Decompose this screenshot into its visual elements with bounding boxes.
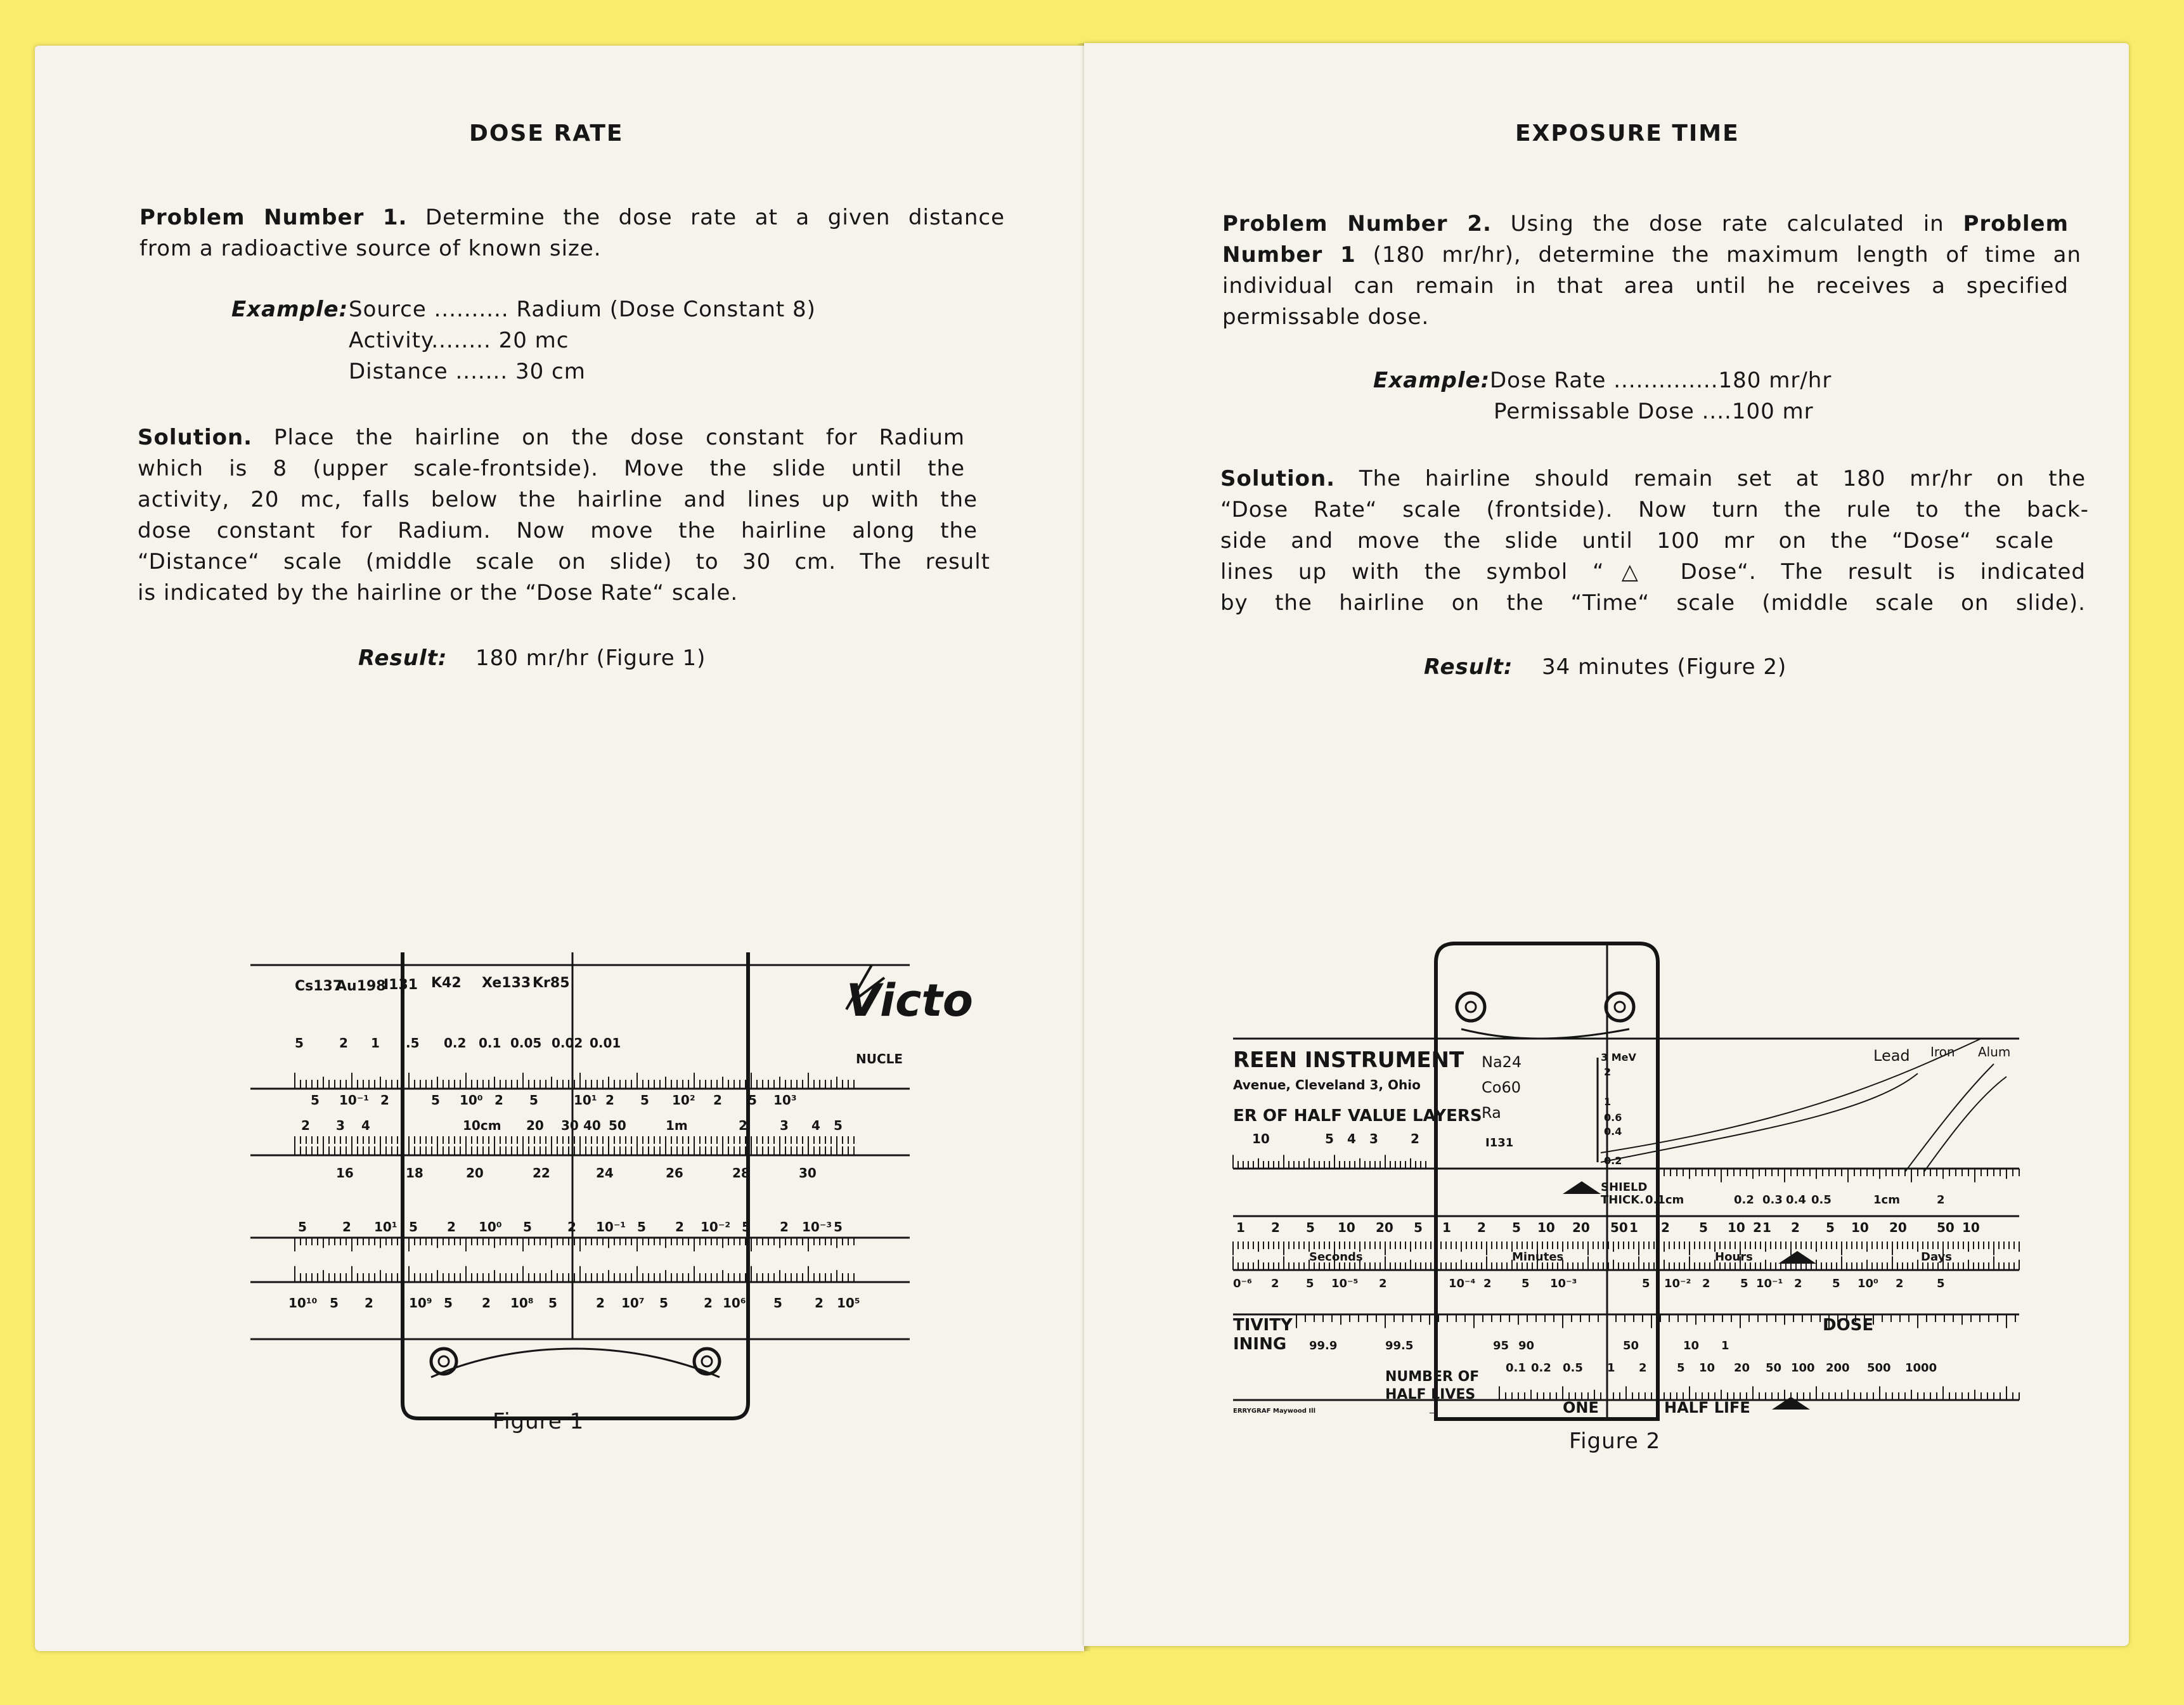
solution-line: “Dose Rate“ scale (frontside). Now turn the rule to the back- [1220, 497, 2089, 522]
svg-text:5: 5 [1826, 1220, 1835, 1235]
svg-text:1: 1 [371, 1035, 380, 1051]
svg-text:5: 5 [1512, 1220, 1521, 1235]
svg-text:0.6: 0.6 [1604, 1112, 1622, 1124]
svg-text:5: 5 [834, 1118, 843, 1133]
example-row: Distance ....... 30 cm [349, 359, 586, 384]
solution-line: lines up with the symbol “△ Dose“. The result is indicated [1220, 559, 2086, 585]
solution-line: which is 8 (upper scale-frontside). Move the slide until the [138, 456, 965, 481]
svg-text:ONE: ONE [1563, 1399, 1599, 1417]
svg-text:0.2: 0.2 [1604, 1155, 1622, 1167]
svg-text:5: 5 [444, 1295, 453, 1311]
svg-text:5: 5 [1937, 1277, 1945, 1290]
result-label: Result: [1424, 654, 1513, 680]
svg-text:10³: 10³ [773, 1092, 797, 1108]
svg-text:2: 2 [1791, 1220, 1800, 1235]
svg-text:4: 4 [361, 1118, 370, 1133]
brand-subtitle: NUCLE [856, 1051, 903, 1066]
problem-text-line2: Number 1 (180 mr/hr), determine the maximum length of time an [1222, 242, 2081, 268]
example-row: Source .......... Radium (Dose Constant 8) [349, 297, 816, 322]
svg-text:.5: .5 [406, 1035, 420, 1051]
svg-text:2: 2 [1753, 1220, 1762, 1235]
company-name: REEN INSTRUMENT [1233, 1047, 1464, 1073]
svg-text:10⁰: 10⁰ [1858, 1277, 1878, 1290]
svg-text:0.5: 0.5 [1563, 1361, 1583, 1375]
svg-text:2: 2 [447, 1219, 456, 1235]
svg-text:4: 4 [811, 1118, 820, 1133]
svg-text:10: 10 [1537, 1220, 1555, 1235]
svg-text:50: 50 [609, 1118, 626, 1133]
svg-text:2: 2 [1661, 1220, 1670, 1235]
svg-text:50: 50 [1937, 1220, 1955, 1235]
svg-text:16: 16 [336, 1165, 354, 1181]
svg-text:5: 5 [1677, 1361, 1685, 1375]
svg-text:2: 2 [1379, 1277, 1387, 1290]
svg-text:5: 5 [748, 1092, 757, 1108]
svg-text:HALF LIVES: HALF LIVES [1385, 1387, 1476, 1403]
svg-text:2: 2 [482, 1295, 491, 1311]
page-title: DOSE RATE [469, 120, 624, 146]
svg-text:0.4: 0.4 [1604, 1125, 1622, 1138]
svg-text:2: 2 [1483, 1277, 1492, 1290]
svg-text:5: 5 [298, 1219, 307, 1235]
svg-text:10⁻²: 10⁻² [701, 1219, 731, 1235]
example-row: Permissable Dose ....100 mr [1494, 399, 1814, 424]
svg-text:1: 1 [1721, 1339, 1729, 1352]
svg-text:50: 50 [1623, 1339, 1639, 1352]
svg-text:5: 5 [742, 1219, 751, 1235]
svg-text:10: 10 [1683, 1339, 1700, 1352]
svg-text:10⁻³: 10⁻³ [1550, 1277, 1577, 1290]
svg-text:1: 1 [1629, 1220, 1638, 1235]
problem-text-line3: individual can remain in that area until he receives a specified [1222, 273, 2069, 299]
problem-heading: Problem Number 2. [1222, 211, 1492, 237]
svg-text:1m: 1m [666, 1118, 688, 1133]
svg-text:10⁷: 10⁷ [621, 1295, 645, 1311]
isotope-label: Cs137 [295, 978, 343, 994]
svg-text:10: 10 [1338, 1220, 1355, 1235]
svg-text:ERRYGRAF Maywood Ill: ERRYGRAF Maywood Ill [1233, 1408, 1315, 1415]
svg-text:10²: 10² [672, 1092, 695, 1108]
svg-text:5: 5 [1832, 1277, 1840, 1290]
svg-text:INING: INING [1233, 1335, 1287, 1354]
svg-text:100: 100 [1791, 1361, 1815, 1375]
svg-text:10¹: 10¹ [574, 1092, 597, 1108]
svg-text:5: 5 [548, 1295, 557, 1311]
svg-text:5: 5 [1306, 1220, 1315, 1235]
svg-text:0.1: 0.1 [1506, 1361, 1526, 1375]
isotope-label: Xe133 [482, 975, 531, 991]
svg-text:TIVITY: TIVITY [1233, 1316, 1293, 1335]
svg-text:0.2: 0.2 [444, 1035, 467, 1051]
svg-text:95: 95 [1493, 1339, 1509, 1352]
svg-text:5: 5 [1642, 1277, 1650, 1290]
svg-text:10⁰: 10⁰ [479, 1219, 502, 1235]
problem-text: Determine the dose rate at a given distance [425, 205, 1005, 230]
isotope-label: K42 [431, 975, 462, 991]
svg-text:10: 10 [1699, 1361, 1716, 1375]
svg-text:20: 20 [1376, 1220, 1393, 1235]
svg-text:4: 4 [1347, 1131, 1356, 1146]
svg-text:40: 40 [583, 1118, 601, 1133]
svg-text:99.5: 99.5 [1385, 1339, 1414, 1352]
brand-logo: Victo [846, 975, 973, 1027]
problem-paragraph [139, 202, 1005, 233]
svg-text:20: 20 [526, 1118, 544, 1133]
svg-text:3: 3 [336, 1118, 345, 1133]
svg-text:10⁻¹: 10⁻¹ [1756, 1277, 1783, 1290]
svg-text:Iron: Iron [1930, 1044, 1955, 1060]
isotope-label: Au198 [336, 978, 386, 994]
svg-text:2: 2 [1896, 1277, 1904, 1290]
svg-text:5: 5 [1306, 1277, 1314, 1290]
svg-text:2: 2 [494, 1092, 503, 1108]
result-label: Result: [358, 645, 448, 671]
svg-text:DOSE: DOSE [1823, 1316, 1874, 1335]
svg-text:0.05: 0.05 [510, 1035, 542, 1051]
svg-text:I131: I131 [1485, 1136, 1514, 1150]
svg-text:5: 5 [529, 1092, 538, 1108]
svg-text:20: 20 [1572, 1220, 1590, 1235]
svg-text:10¹: 10¹ [374, 1219, 397, 1235]
svg-text:2: 2 [1639, 1361, 1647, 1375]
svg-text:1000: 1000 [1905, 1361, 1937, 1375]
svg-text:5: 5 [1740, 1277, 1748, 1290]
svg-text:5: 5 [311, 1092, 320, 1108]
svg-text:Lead: Lead [1873, 1047, 1910, 1065]
svg-text:10: 10 [1728, 1220, 1745, 1235]
svg-text:10⁻⁴: 10⁻⁴ [1449, 1277, 1476, 1290]
problem-text-line4: permissable dose. [1222, 304, 1430, 330]
svg-text:5: 5 [640, 1092, 649, 1108]
svg-text:10cm: 10cm [463, 1118, 501, 1133]
svg-text:10⁶: 10⁶ [723, 1295, 746, 1311]
svg-text:Days: Days [1921, 1250, 1952, 1264]
isotope-label: I131 [384, 977, 418, 993]
svg-text:2: 2 [567, 1219, 576, 1235]
svg-text:1: 1 [1762, 1220, 1771, 1235]
problem-heading: Problem Number 1. [139, 205, 408, 230]
isotope-label: Kr85 [533, 975, 570, 991]
svg-text:10: 10 [1851, 1220, 1869, 1235]
svg-text:10⁻³: 10⁻³ [802, 1219, 832, 1235]
svg-text:Hours: Hours [1715, 1250, 1753, 1264]
svg-text:2: 2 [605, 1092, 614, 1108]
svg-text:5: 5 [1325, 1131, 1334, 1146]
svg-text:2: 2 [713, 1092, 722, 1108]
svg-text:28: 28 [732, 1165, 750, 1181]
svg-text:1: 1 [1442, 1220, 1451, 1235]
svg-text:5: 5 [1699, 1220, 1708, 1235]
svg-text:0⁻⁶: 0⁻⁶ [1233, 1277, 1252, 1290]
svg-text:1cm: 1cm [1873, 1193, 1900, 1207]
right-page [1084, 43, 2129, 1646]
svg-text:50: 50 [1766, 1361, 1782, 1375]
svg-text:2: 2 [596, 1295, 605, 1311]
svg-text:24: 24 [596, 1165, 614, 1181]
svg-text:3: 3 [1369, 1131, 1378, 1146]
svg-text:5: 5 [637, 1219, 646, 1235]
svg-text:10¹⁰: 10¹⁰ [288, 1295, 318, 1311]
svg-text:10⁸: 10⁸ [510, 1295, 534, 1311]
svg-text:99.9: 99.9 [1309, 1339, 1338, 1352]
svg-text:50: 50 [1610, 1220, 1628, 1235]
svg-text:0.2: 0.2 [1734, 1193, 1754, 1207]
svg-text:0.1cm: 0.1cm [1645, 1193, 1684, 1207]
example-label: Example: [231, 297, 349, 322]
svg-text:10⁻²: 10⁻² [1664, 1277, 1691, 1290]
svg-text:Alum: Alum [1978, 1044, 2011, 1060]
svg-text:10⁵: 10⁵ [837, 1295, 860, 1311]
hvl-scale-title: ER OF HALF VALUE LAYERS [1233, 1106, 1482, 1125]
svg-text:5: 5 [773, 1295, 782, 1311]
solution-line: side and move the slide until 100 mr on the “Dose“ scale [1220, 528, 2054, 554]
svg-text:HALF LIFE: HALF LIFE [1664, 1399, 1750, 1417]
svg-text:1: 1 [1236, 1220, 1245, 1235]
solution-line: by the hairline on the “Time“ scale (middle scale on slide). [1220, 590, 2086, 616]
svg-text:2: 2 [815, 1295, 824, 1311]
svg-text:SHIELD: SHIELD [1601, 1181, 1648, 1194]
svg-text:2: 2 [380, 1092, 389, 1108]
figure-2-slide-rule [1233, 912, 2019, 1444]
svg-text:22: 22 [533, 1165, 550, 1181]
solution-line: is indicated by the hairline or the “Dose Rate“ scale. [138, 580, 739, 606]
svg-text:5: 5 [1522, 1277, 1530, 1290]
solution-line: Solution. The hairline should remain set at 180 mr/hr on the [1220, 466, 2086, 491]
example-row: Activity........ 20 mc [349, 328, 569, 353]
problem-text-line2: from a radioactive source of known size. [139, 236, 602, 261]
result-value: 180 mr/hr (Figure 1) [475, 645, 706, 671]
svg-text:2: 2 [704, 1295, 713, 1311]
svg-text:2: 2 [739, 1118, 747, 1133]
svg-text:2: 2 [339, 1035, 348, 1051]
svg-text:30: 30 [561, 1118, 579, 1133]
svg-text:500: 500 [1867, 1361, 1891, 1375]
svg-text:0.5: 0.5 [1811, 1193, 1832, 1207]
svg-text:Na24: Na24 [1482, 1053, 1522, 1071]
svg-text:10⁰: 10⁰ [460, 1092, 483, 1108]
svg-text:2: 2 [365, 1295, 373, 1311]
svg-text:0.1: 0.1 [479, 1035, 501, 1051]
svg-text:10⁻¹: 10⁻¹ [596, 1219, 626, 1235]
svg-text:5: 5 [659, 1295, 668, 1311]
svg-text:2: 2 [1411, 1131, 1419, 1146]
svg-text:0.01: 0.01 [590, 1035, 621, 1051]
figure-caption: Figure 2 [1569, 1429, 1661, 1454]
svg-text:5: 5 [1414, 1220, 1423, 1235]
figure-caption: Figure 1 [493, 1409, 585, 1434]
svg-text:Ra: Ra [1482, 1104, 1501, 1122]
svg-text:0.3: 0.3 [1762, 1193, 1783, 1207]
figure-1-slide-rule [250, 895, 973, 1422]
company-address: Avenue, Cleveland 3, Ohio [1233, 1077, 1421, 1092]
svg-text:NUMBER OF: NUMBER OF [1385, 1369, 1480, 1385]
svg-text:2: 2 [780, 1219, 789, 1235]
svg-text:2: 2 [1604, 1066, 1612, 1078]
svg-text:90: 90 [1518, 1339, 1535, 1352]
svg-text:2: 2 [1477, 1220, 1486, 1235]
svg-text:2: 2 [1794, 1277, 1802, 1290]
svg-text:18: 18 [406, 1165, 423, 1181]
solution-heading: Solution. [138, 425, 253, 450]
svg-text:2: 2 [1702, 1277, 1710, 1290]
svg-text:5: 5 [295, 1035, 304, 1051]
result-value: 34 minutes (Figure 2) [1542, 654, 1787, 680]
svg-text:Seconds: Seconds [1309, 1250, 1363, 1264]
svg-text:1: 1 [1604, 1096, 1612, 1108]
svg-text:20: 20 [466, 1165, 484, 1181]
svg-text:10⁻¹: 10⁻¹ [339, 1092, 370, 1108]
solution-line: activity, 20 mc, falls below the hairline and lines up with the [138, 487, 978, 512]
svg-text:1: 1 [1607, 1361, 1615, 1375]
svg-text:5: 5 [431, 1092, 440, 1108]
svg-text:2: 2 [675, 1219, 684, 1235]
svg-text:10⁹: 10⁹ [409, 1295, 432, 1311]
solution-line: Solution. Place the hairline on the dose constant for Radium [138, 425, 965, 450]
svg-text:5: 5 [409, 1219, 418, 1235]
svg-text:2: 2 [1271, 1220, 1280, 1235]
svg-text:2: 2 [1937, 1193, 1945, 1207]
svg-text:0.2: 0.2 [1531, 1361, 1551, 1375]
svg-text:20: 20 [1889, 1220, 1907, 1235]
svg-text:5: 5 [330, 1295, 339, 1311]
svg-text:10: 10 [1962, 1220, 1980, 1235]
svg-text:10⁻⁵: 10⁻⁵ [1331, 1277, 1359, 1290]
svg-text:10: 10 [1252, 1131, 1270, 1146]
svg-text:3 MeV: 3 MeV [1601, 1051, 1636, 1063]
solution-line: dose constant for Radium. Now move the hairline along the [138, 518, 978, 543]
svg-text:5: 5 [834, 1219, 843, 1235]
left-page [35, 46, 1084, 1651]
svg-text:5: 5 [523, 1219, 532, 1235]
svg-text:26: 26 [666, 1165, 683, 1181]
example-row: Dose Rate ..............180 mr/hr [1490, 368, 1832, 393]
svg-text:20: 20 [1734, 1361, 1750, 1375]
svg-text:Minutes: Minutes [1512, 1250, 1564, 1264]
problem-paragraph: Problem Number 2. Using the dose rate calculated in Problem [1222, 211, 2069, 237]
svg-text:30: 30 [799, 1165, 817, 1181]
solution-line: “Distance“ scale (middle scale on slide) to 30 cm. The result [138, 549, 990, 574]
svg-text:2: 2 [342, 1219, 351, 1235]
svg-text:3: 3 [780, 1118, 789, 1133]
solution-heading: Solution. [1220, 466, 1336, 491]
svg-text:2: 2 [1271, 1277, 1279, 1290]
svg-text:0.4: 0.4 [1786, 1193, 1806, 1207]
page-title: EXPOSURE TIME [1515, 120, 1740, 146]
example-label: Example: [1373, 368, 1490, 393]
svg-text:THICK.: THICK. [1601, 1193, 1644, 1207]
svg-text:2: 2 [301, 1118, 310, 1133]
svg-text:0.02: 0.02 [552, 1035, 583, 1051]
svg-text:200: 200 [1826, 1361, 1850, 1375]
svg-text:Co60: Co60 [1482, 1079, 1521, 1096]
